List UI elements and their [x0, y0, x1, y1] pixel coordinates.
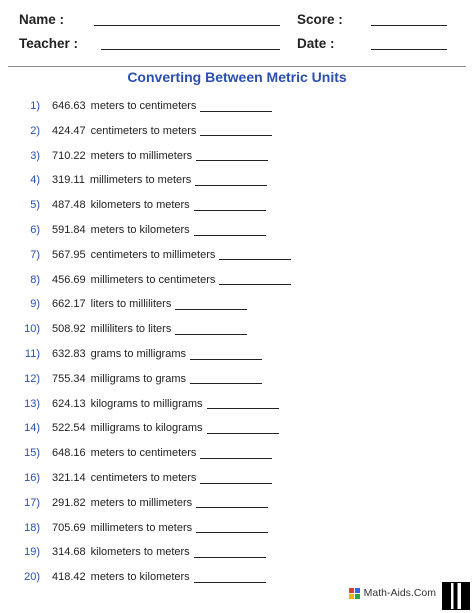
problem-value: 321.14	[52, 472, 86, 484]
problem-row	[0, 196, 266, 214]
problem-row	[0, 494, 268, 512]
problem-value: 632.83	[52, 348, 86, 360]
problem-text: centimeters to meters	[90, 472, 197, 484]
problem-value: 624.13	[52, 397, 86, 410]
problem-value: 319.11	[52, 174, 85, 187]
answer-blank[interactable]	[207, 423, 279, 434]
math-aids-logo	[349, 587, 436, 599]
answer-blank[interactable]	[190, 373, 262, 384]
problem-number: 17)	[24, 496, 40, 509]
problem-number: 8)	[30, 273, 40, 286]
problem-value: 591.84	[52, 224, 86, 236]
problem-value: 456.69	[52, 273, 86, 286]
answer-blank[interactable]	[207, 398, 279, 409]
problem-row	[0, 444, 272, 462]
problem-text: millimeters to meters	[89, 174, 192, 187]
answer-blank[interactable]	[194, 572, 266, 583]
answer-blank[interactable]	[219, 274, 291, 285]
problem-number: 15)	[24, 447, 40, 460]
problem-number: 9)	[30, 298, 40, 311]
problem-row	[0, 171, 267, 189]
problem-value: 418.42	[52, 571, 86, 584]
problem-value: 567.95	[52, 248, 86, 261]
name-field[interactable]	[94, 25, 280, 26]
problem-text: meters to centimeters	[90, 447, 197, 460]
teacher-field[interactable]	[101, 49, 280, 50]
problem-number: 11)	[24, 348, 40, 360]
problem-row	[0, 395, 279, 413]
problem-number: 13)	[24, 397, 40, 410]
name-label: Name :	[19, 12, 65, 27]
problem-row	[0, 295, 247, 313]
problem-text: kilometers to meters	[90, 199, 190, 212]
problem-text: milliliters to liters	[90, 323, 172, 336]
math-aids-logo-icon	[349, 588, 360, 599]
problem-text: centimeters to millimeters	[90, 248, 216, 261]
problem-value: 487.48	[52, 199, 86, 212]
problem-text: liters to milliliters	[90, 298, 172, 311]
problem-number: 3)	[30, 149, 40, 162]
score-label: Score :	[297, 12, 343, 27]
date-label: Date :	[297, 36, 335, 51]
problem-value: 755.34	[52, 372, 86, 385]
problem-value: 424.47	[52, 124, 86, 137]
problem-text: grams to milligrams	[90, 348, 187, 360]
answer-blank[interactable]	[200, 448, 272, 459]
problem-row	[0, 320, 247, 338]
problem-number: 10)	[24, 323, 40, 336]
problem-number: 12)	[24, 372, 40, 385]
problem-number: 18)	[24, 521, 40, 534]
problem-row	[0, 419, 279, 437]
problem-text: meters to millimeters	[90, 149, 193, 162]
problem-value: 291.82	[52, 496, 86, 509]
problem-row	[0, 147, 268, 165]
problem-text: centimeters to meters	[90, 124, 197, 137]
problem-row	[0, 122, 272, 140]
problem-value: 508.92	[52, 323, 86, 336]
qr-code-icon	[442, 582, 470, 610]
problem-row	[0, 221, 266, 239]
problem-number: 20)	[24, 571, 40, 584]
answer-blank[interactable]	[175, 324, 247, 335]
answer-blank[interactable]	[200, 125, 272, 136]
problem-row	[0, 370, 262, 388]
problem-row	[0, 246, 291, 264]
problem-value: 648.16	[52, 447, 86, 460]
answer-blank[interactable]	[194, 547, 266, 558]
problem-text: milligrams to grams	[90, 372, 187, 385]
answer-blank[interactable]	[196, 497, 268, 508]
problem-value: 522.54	[52, 422, 86, 435]
problem-number: 19)	[24, 546, 40, 559]
problem-row	[0, 97, 272, 115]
score-field[interactable]	[371, 25, 447, 26]
date-field[interactable]	[371, 49, 447, 50]
problem-row	[0, 345, 262, 363]
problem-text: meters to centimeters	[90, 100, 197, 112]
answer-blank[interactable]	[200, 473, 272, 484]
problem-row	[0, 568, 266, 586]
answer-blank[interactable]	[196, 150, 268, 161]
answer-blank[interactable]	[194, 200, 266, 211]
problem-number: 5)	[30, 199, 40, 212]
answer-blank[interactable]	[200, 101, 272, 112]
problem-number: 2)	[30, 124, 40, 137]
problem-value: 705.69	[52, 521, 86, 534]
logo-text: Math-Aids.Com	[363, 587, 436, 599]
problem-value: 314.68	[52, 546, 86, 559]
problem-number: 1)	[30, 100, 40, 112]
worksheet-title: Converting Between Metric Units	[127, 69, 347, 85]
answer-blank[interactable]	[195, 175, 267, 186]
problem-text: meters to kilometers	[90, 224, 190, 236]
problem-number: 7)	[30, 248, 40, 261]
problem-value: 646.63	[52, 100, 86, 112]
answer-blank[interactable]	[196, 522, 268, 533]
problem-text: millimeters to centimeters	[90, 273, 216, 286]
problem-row	[0, 543, 266, 561]
problem-text: kilograms to milligrams	[90, 397, 203, 410]
problem-value: 662.17	[52, 298, 86, 311]
problem-text: milligrams to kilograms	[90, 422, 203, 435]
problem-row	[0, 469, 272, 487]
problem-number: 16)	[24, 472, 40, 484]
problem-text: meters to millimeters	[90, 496, 193, 509]
problem-row	[0, 519, 268, 537]
problem-value: 710.22	[52, 149, 86, 162]
answer-blank[interactable]	[175, 299, 247, 310]
problem-number: 4)	[30, 174, 40, 187]
problem-row	[0, 271, 291, 289]
header-divider	[8, 66, 466, 67]
teacher-label: Teacher :	[19, 36, 79, 51]
problem-text: meters to kilometers	[90, 571, 190, 584]
problem-text: millimeters to meters	[90, 521, 193, 534]
problem-text: kilometers to meters	[90, 546, 190, 559]
answer-blank[interactable]	[190, 349, 262, 360]
problem-number: 6)	[30, 224, 40, 236]
problem-number: 14)	[24, 422, 40, 435]
answer-blank[interactable]	[194, 225, 266, 236]
answer-blank[interactable]	[219, 249, 291, 260]
